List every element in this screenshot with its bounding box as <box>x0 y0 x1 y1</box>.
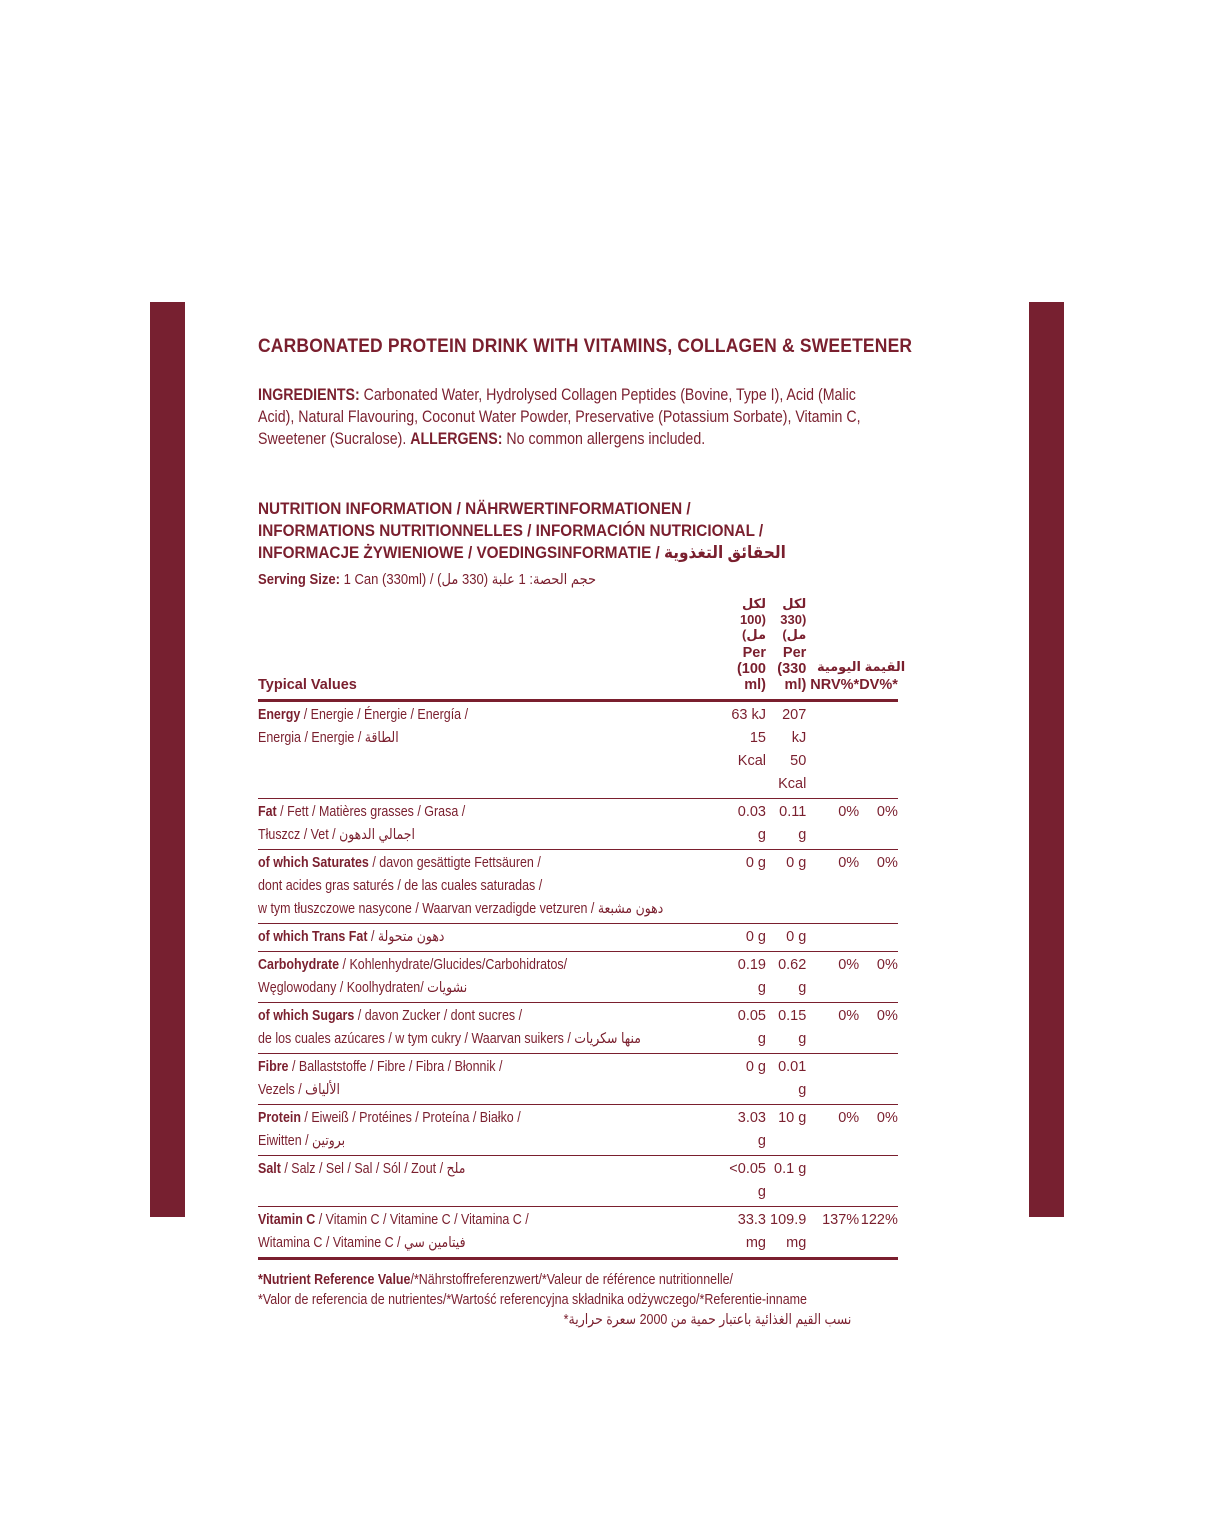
ingredients-text: Carbonated Water, Hydrolysed Collagen Peptides (Bovine, Type I), Acid (Malic Acid), Natural Flavouring, Coconut Water Powder, Preservative (Potassium Sorbate), Vitamin C, Sweetener (Sucralose). <box>258 386 861 448</box>
per-100ml-cell-value: 0.19 g <box>737 957 766 996</box>
nrv-cell <box>810 1003 859 1054</box>
nrv-cell <box>810 1054 859 1105</box>
per-330ml-cell <box>770 924 810 952</box>
nrv-cell <box>810 850 859 924</box>
nutrient-translations: / Ballaststoffe / Fibre / Fibra / Błonnik / <box>288 1059 503 1075</box>
nutrient-name: of which Trans Fat <box>258 929 368 945</box>
per-100ml-cell <box>729 1207 770 1259</box>
footnote <box>258 1270 852 1330</box>
table-row <box>258 1054 898 1105</box>
per-100ml-cell-value: <0.05 g <box>729 1161 766 1200</box>
allergens-text: No common allergens included. <box>502 430 706 448</box>
nutrient-translations: / Fett / Matières grasses / Grasa / <box>276 804 466 820</box>
per-100ml-cell <box>729 799 770 850</box>
serving-size <box>258 572 798 588</box>
per-100ml-cell-value: 0.05 g <box>737 1008 766 1047</box>
dv-cell <box>859 799 898 850</box>
nutrient-cell <box>258 701 729 799</box>
dv-cell <box>859 1003 898 1054</box>
nrv-cell <box>810 952 859 1003</box>
nutrient-translations: / Kohlenhydrate/Glucides/Carbohidratos/ <box>339 957 568 973</box>
nutrient-translations: / Vitamin C / Vitamine C / Vitamina C / <box>315 1212 529 1228</box>
footnote-line2: *Valor de referencia de nutrientes/*Wartość referencyjna składnika odżywczego/*Referentie-inname <box>258 1292 807 1308</box>
table-row <box>258 799 898 850</box>
header-per-100ml-label: Per (100 ml) <box>736 645 766 693</box>
per-330ml-cell-value: 0.01 g <box>778 1059 807 1098</box>
per-100ml-cell-value2: 15 Kcal <box>737 730 766 769</box>
nutrient-label-line2: dont acides gras saturés / de las cuales saturadas / <box>258 878 543 894</box>
per-100ml-cell <box>729 1105 770 1156</box>
per-100ml-cell <box>729 952 770 1003</box>
nutrient-label-line3: w tym tłuszczowe nasycone / Waarvan verzadigde vetzuren / دهون مشبعة <box>258 901 664 917</box>
nutrient-cell <box>258 799 729 850</box>
nutrient-name: Vitamin C <box>258 1212 316 1228</box>
per-100ml-cell <box>729 1054 770 1105</box>
dv-cell <box>859 701 898 799</box>
nutrition-heading-line1: NUTRITION INFORMATION / NÄHRWERTINFORMATIONEN / <box>258 499 691 518</box>
nrv-cell <box>810 701 859 799</box>
label-content <box>258 336 913 1330</box>
nutrition-table <box>258 596 906 1260</box>
nrv-cell <box>810 924 859 952</box>
product-title: CARBONATED PROTEIN DRINK WITH VITAMINS, COLLAGEN & SWEETENER <box>258 336 913 357</box>
dv-cell <box>859 850 898 924</box>
table-row <box>258 701 898 799</box>
header-dv <box>859 596 898 701</box>
per-330ml-cell-value: 0.11 g <box>779 804 807 843</box>
per-100ml-cell-value: 0 g <box>745 1059 766 1075</box>
nutrient-label-line1 <box>258 1158 663 1181</box>
per-330ml-cell <box>770 1054 810 1105</box>
nutrient-cell <box>258 1105 729 1156</box>
nutrient-cell <box>258 1156 729 1207</box>
nutrient-cell <box>258 952 729 1003</box>
per-330ml-cell-value: 0.15 g <box>778 1008 807 1047</box>
dv-cell-value: 0% <box>876 804 898 820</box>
per-100ml-cell <box>729 1156 770 1207</box>
per-330ml-cell-value: 207 kJ <box>782 707 807 746</box>
per-100ml-cell <box>729 924 770 952</box>
per-100ml-cell <box>729 1003 770 1054</box>
table-row <box>258 924 898 952</box>
nutrient-label-line1 <box>258 926 663 949</box>
nutrient-label-line1 <box>258 852 663 875</box>
per-330ml-cell-value: 109.9 mg <box>770 1212 807 1251</box>
per-330ml-cell <box>770 952 810 1003</box>
per-100ml-cell-value: 0 g <box>745 855 766 871</box>
nrv-cell <box>810 1207 859 1259</box>
nutrition-heading-line2: INFORMATIONS NUTRITIONNELLES / INFORMACIÓN NUTRICIONAL / <box>258 521 764 540</box>
nutrient-translations: / Energie / Énergie / Energía / <box>300 707 469 723</box>
table-header-row <box>258 596 898 701</box>
nrv-cell-value: 0% <box>838 804 860 820</box>
per-100ml-cell-value: 0.03 g <box>737 804 766 843</box>
nrv-cell <box>810 799 859 850</box>
per-330ml-cell-value: 0 g <box>786 855 807 871</box>
dv-cell-value: 122% <box>860 1212 898 1228</box>
nrv-cell-value: 137% <box>822 1212 860 1228</box>
header-per-330ml <box>770 596 810 701</box>
per-330ml-cell <box>770 850 810 924</box>
nutrient-label-line1 <box>258 801 663 824</box>
nutrient-translations: / davon gesättigte Fettsäuren / <box>368 855 541 871</box>
table-row <box>258 850 898 924</box>
per-100ml-cell-value: 63 kJ <box>731 707 766 723</box>
per-330ml-cell-value: 0.1 g <box>774 1161 807 1177</box>
per-100ml-cell <box>729 850 770 924</box>
table-row <box>258 1207 898 1259</box>
nrv-cell-value: 0% <box>838 1008 860 1024</box>
per-330ml-cell <box>770 1207 810 1259</box>
header-per-100ml <box>729 596 770 701</box>
dv-cell <box>859 924 898 952</box>
footnote-bold: *Nutrient Reference Value <box>258 1272 411 1288</box>
nutrient-label-line1 <box>258 1056 663 1079</box>
table-row <box>258 1003 898 1054</box>
per-330ml-cell <box>770 1105 810 1156</box>
nutrient-translations: / Eiweiß / Protéines / Proteína / Białko / <box>300 1110 521 1126</box>
nutrient-label-line1 <box>258 704 663 727</box>
nutrient-label-line1 <box>258 1209 663 1232</box>
nutrient-name: Fat <box>258 804 277 820</box>
nrv-cell-value: 0% <box>838 957 860 973</box>
per-100ml-cell-value: 33.3 mg <box>737 1212 766 1251</box>
nutrient-label-line2: Eiwitten / بروتين <box>258 1133 346 1149</box>
dv-cell-value: 0% <box>876 957 898 973</box>
nutrient-name: Protein <box>258 1110 301 1126</box>
nutrient-cell <box>258 1003 729 1054</box>
per-330ml-cell <box>770 1003 810 1054</box>
nutrient-cell <box>258 924 729 952</box>
header-per-330ml-arabic: لكل (330 مل) <box>780 596 807 642</box>
per-100ml-cell-value: 3.03 g <box>737 1110 766 1149</box>
header-dv-label: DV%* <box>859 677 898 693</box>
header-per-330ml-label: Per (330 ml) <box>777 645 807 693</box>
nutrient-name: of which Sugars <box>258 1008 355 1024</box>
table-row <box>258 952 898 1003</box>
header-daily-value-arabic: القيمة اليومية <box>816 659 906 674</box>
serving-size-label: Serving Size: <box>258 572 340 588</box>
ingredients-label: INGREDIENTS: <box>258 386 360 404</box>
nutrient-label-line2: Tłuszcz / Vet / اجمالي الدهون <box>258 827 415 843</box>
table-row <box>258 1105 898 1156</box>
header-nrv-label: NRV%* <box>810 677 860 693</box>
right-color-bar <box>1029 302 1064 1217</box>
nutrient-name: Carbohydrate <box>258 957 340 973</box>
dv-cell-value: 0% <box>876 1110 898 1126</box>
dv-cell <box>859 1156 898 1207</box>
nutrient-label-line1 <box>258 1005 663 1028</box>
allergens-label: ALLERGENS: <box>410 430 503 448</box>
dv-cell <box>859 1207 898 1259</box>
dv-cell <box>859 1054 898 1105</box>
table-row <box>258 1156 898 1207</box>
nutrition-heading <box>258 498 852 564</box>
nutrient-name: Fibre <box>258 1059 289 1075</box>
nrv-cell <box>810 1156 859 1207</box>
dv-cell <box>859 1105 898 1156</box>
dv-cell-value: 0% <box>876 855 898 871</box>
nutrient-name: of which Saturates <box>258 855 369 871</box>
ingredients-block <box>258 384 877 450</box>
footnote-arabic: *نسب القيم الغذائية باعتبار حمية من 2000 سعرة حرارية <box>563 1312 852 1328</box>
footnote-rest: /*Nährstoffreferenzwert/*Valeur de référence nutritionnelle/ <box>410 1272 734 1288</box>
nrv-cell <box>810 1105 859 1156</box>
nutrient-label-line1 <box>258 954 663 977</box>
nutrient-translations: / davon Zucker / dont sucres / <box>354 1008 523 1024</box>
header-typical-values: Typical Values <box>258 677 357 693</box>
nutrient-label-line2: Węglowodany / Koolhydraten/ نشويات <box>258 980 468 996</box>
nutrient-name: Salt <box>258 1161 281 1177</box>
serving-size-text: 1 Can (330ml) / حجم الحصة: 1 علبة (330 مل) <box>339 572 597 588</box>
nrv-cell-value: 0% <box>838 855 860 871</box>
nutrient-cell <box>258 1054 729 1105</box>
per-330ml-cell-value: 10 g <box>778 1110 807 1126</box>
left-color-bar <box>150 302 185 1217</box>
dv-cell-value: 0% <box>876 1008 898 1024</box>
per-330ml-cell-value: 0.62 g <box>778 957 807 996</box>
nutrient-label-line2: Vezels / الألياف <box>258 1082 341 1098</box>
nutrient-translations: / Salz / Sel / Sal / Sól / Zout / ملح <box>280 1161 466 1177</box>
nutrient-label-line1 <box>258 1107 663 1130</box>
nutrient-name: Energy <box>258 707 301 723</box>
per-330ml-cell <box>770 1156 810 1207</box>
per-330ml-cell-value: 0 g <box>786 929 807 945</box>
nutrient-label-line2: Energia / Energie / الطاقة <box>258 730 399 746</box>
dv-cell <box>859 952 898 1003</box>
nutrition-heading-line3: INFORMACJE ŻYWIENIOWE / VOEDINGSINFORMATIE / الحقائق التغذوية <box>258 543 786 562</box>
nutrient-translations: / دهون متحولة <box>367 929 445 945</box>
nutrient-cell <box>258 850 729 924</box>
per-100ml-cell <box>729 701 770 799</box>
nutrient-label-line2: de los cuales azúcares / w tym cukry / Waarvan suikers / منها سكريات <box>258 1031 641 1047</box>
per-330ml-cell <box>770 701 810 799</box>
per-330ml-cell <box>770 799 810 850</box>
nutrient-label-line2: Witamina C / Vitamine C / فيتامين سي <box>258 1235 466 1251</box>
nrv-cell-value: 0% <box>838 1110 860 1126</box>
per-100ml-cell-value: 0 g <box>745 929 766 945</box>
header-per-100ml-arabic: لكل (100 مل) <box>739 596 766 642</box>
per-330ml-cell-value2: 50 Kcal <box>778 753 807 792</box>
nutrient-cell <box>258 1207 729 1259</box>
